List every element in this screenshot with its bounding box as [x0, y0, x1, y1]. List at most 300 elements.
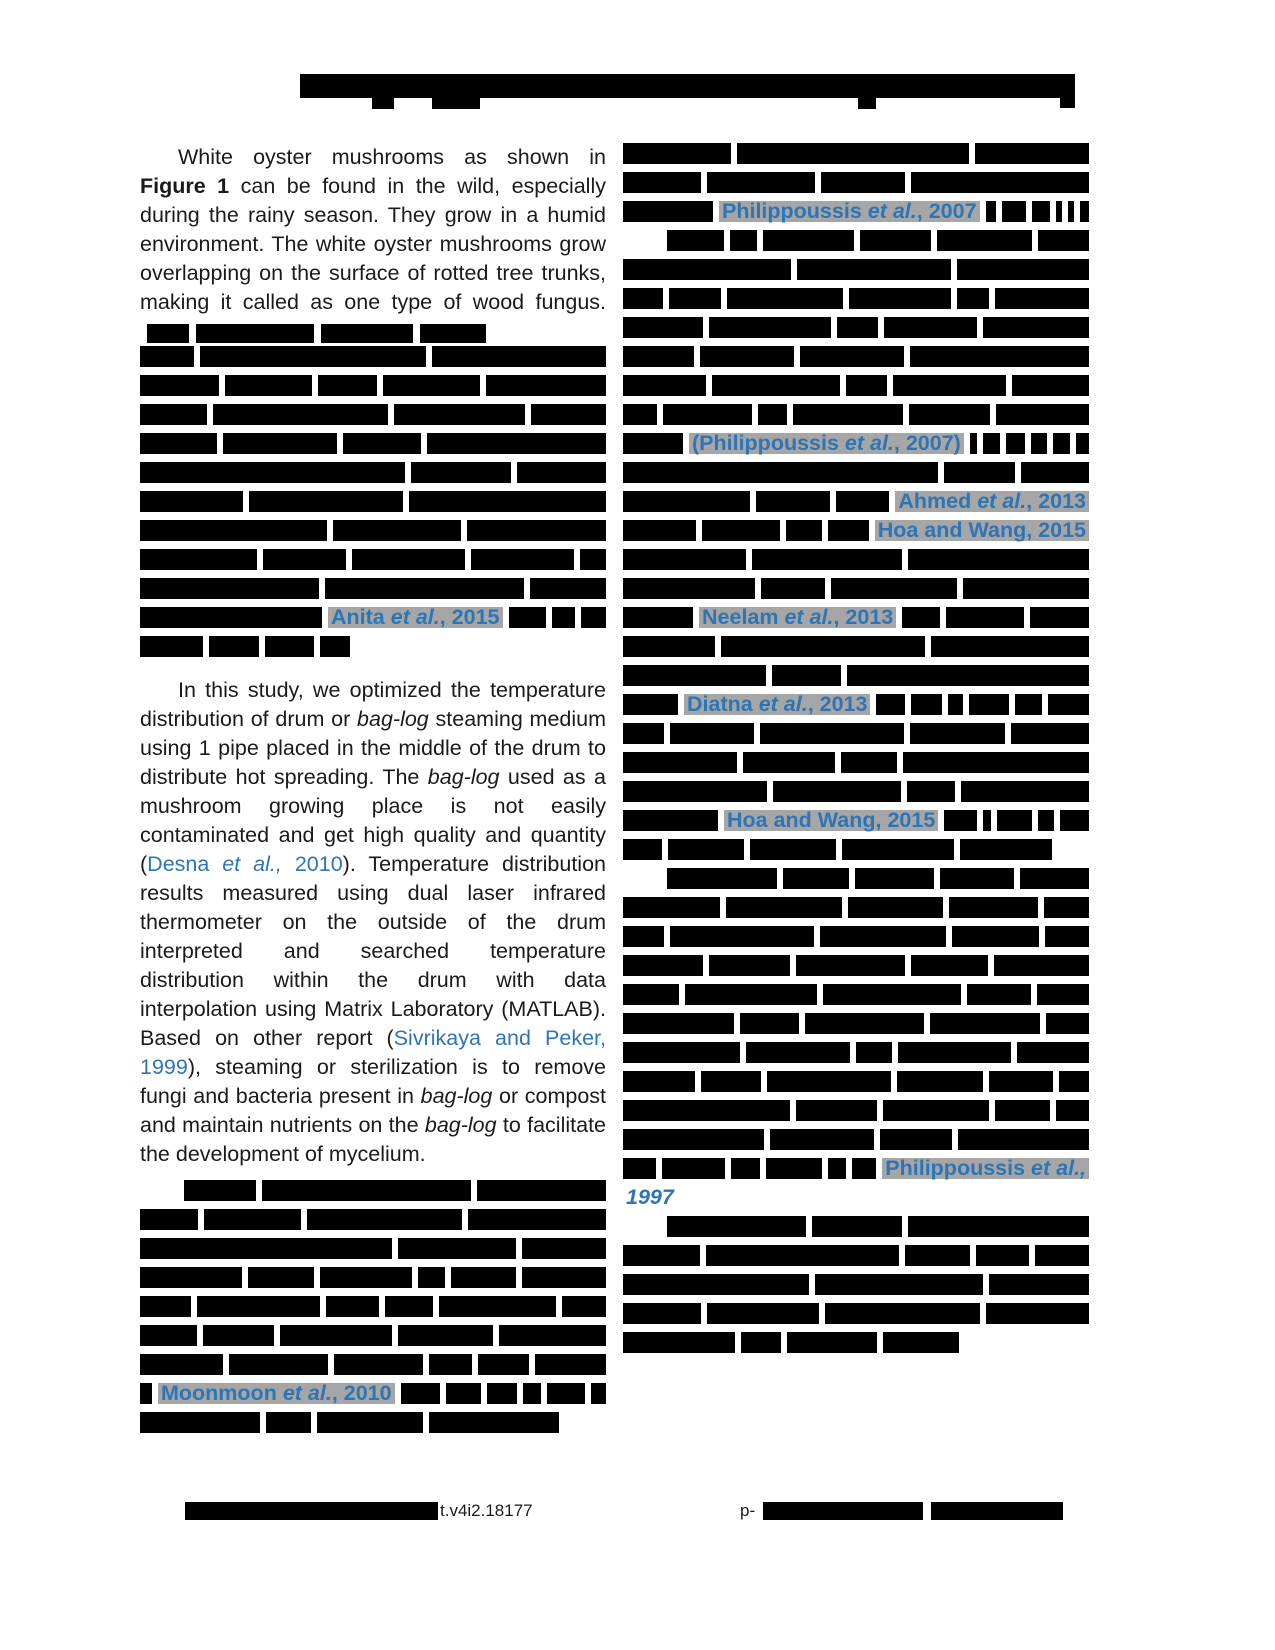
redaction-bar: [140, 636, 203, 657]
redacted-line-with-citation: [623, 520, 1089, 541]
redaction-segment-group: [623, 375, 1089, 396]
redaction-bar: [432, 346, 606, 367]
citation-link[interactable]: Sivrikaya and Peker, 1999: [140, 1026, 606, 1079]
redaction-bar: [307, 1209, 462, 1230]
redaction-bar: [140, 404, 207, 425]
redaction-bar: [623, 433, 683, 454]
redaction-bar: [787, 1332, 877, 1353]
redaction-bar: [793, 404, 903, 425]
redacted-line: [140, 462, 606, 483]
redacted-line: [140, 520, 606, 541]
redacted-line: [623, 1129, 1089, 1150]
redaction-bar: [967, 984, 1031, 1005]
redaction-bar: [140, 1238, 392, 1259]
redaction-bar: [140, 520, 327, 541]
redaction-bar: [911, 172, 1089, 193]
redaction-bar: [707, 1303, 819, 1324]
redaction-bar: [140, 1325, 197, 1346]
redaction-bar: [623, 723, 664, 744]
footer-doi: [185, 1501, 533, 1521]
redaction-bar: [846, 375, 888, 396]
redaction-bar: [1053, 433, 1071, 454]
redaction-bar: [852, 1158, 876, 1179]
redaction-bar: [1037, 984, 1089, 1005]
redaction-bar: [905, 1245, 970, 1266]
redaction-segment-group: [623, 926, 1089, 947]
redacted-line: [623, 317, 1089, 338]
redaction-bar: [535, 1354, 606, 1375]
redaction-bar: [706, 1245, 899, 1266]
redaction-bar: [763, 230, 854, 251]
redaction-bar: [770, 1129, 874, 1150]
redacted-block: [140, 346, 606, 657]
redaction-bar: [325, 578, 525, 599]
redaction-segment-group: [623, 984, 1089, 1005]
redacted-line: [623, 1042, 1089, 1063]
redaction-bar: [961, 781, 1089, 802]
citation-text: , 2013: [1026, 489, 1086, 513]
citation-link[interactable]: [623, 1187, 677, 1208]
redaction-bar: [229, 1354, 328, 1375]
redaction-bar: [727, 288, 843, 309]
redaction-bar: [398, 1238, 515, 1259]
redacted-line: [623, 897, 1089, 918]
redaction-bar: [1011, 723, 1089, 744]
redaction-bar: [823, 984, 961, 1005]
redaction-segment-group: [140, 1325, 606, 1346]
redaction-bar: [317, 1412, 423, 1433]
redaction-bar: [623, 1042, 740, 1063]
redaction-bar: [884, 317, 976, 338]
redacted-line: [623, 462, 1089, 483]
redaction-bar: [140, 433, 217, 454]
redaction-segment-group: [140, 375, 606, 396]
redacted-line: [623, 288, 1089, 309]
redacted-line: [623, 1274, 1089, 1295]
redaction-bar: [960, 839, 1052, 860]
body-text: In this study, we optimized the temperature distribution of drum or: [140, 678, 606, 731]
redaction-bar: [1012, 375, 1089, 396]
redaction-bar: [963, 578, 1089, 599]
redaction-bar: [847, 665, 1089, 686]
footer-doi-text: t.v4i2.18177: [440, 1501, 533, 1520]
redaction-segment-group: [623, 1274, 1089, 1295]
redaction-bar: [944, 810, 976, 831]
redaction-bar: [761, 578, 825, 599]
citation-link[interactable]: [719, 201, 980, 222]
redaction-bar: [326, 1296, 379, 1317]
redaction-bar: [623, 143, 731, 164]
redaction-segment-group: [140, 1267, 606, 1288]
redaction-bar: [944, 462, 1015, 483]
redaction-bar: [418, 1267, 445, 1288]
redaction-bar: [986, 201, 997, 222]
redaction-segment-group: [140, 1412, 559, 1433]
redaction-bar: [623, 955, 703, 976]
redaction-bar: [499, 1325, 606, 1346]
redaction-bar: [552, 607, 575, 628]
redaction-bar: [668, 839, 744, 860]
redaction-segment-group: [970, 433, 1089, 454]
citation-text: Philippoussis: [885, 1156, 1032, 1180]
redaction-bar: [1032, 201, 1050, 222]
redaction-segment-group: [140, 404, 606, 425]
redacted-line: [623, 259, 1089, 280]
redaction-bar: [856, 1042, 892, 1063]
redaction-bar: [140, 1267, 242, 1288]
redacted-line: [140, 346, 606, 367]
redaction-segment-group: [623, 491, 889, 512]
redaction-bar: [930, 1013, 1040, 1034]
body-text: or compost and maintain nutrients on the: [140, 1084, 607, 1137]
redaction-bar: [849, 288, 950, 309]
redaction-bar: [1038, 230, 1089, 251]
redaction-bar: [581, 607, 606, 628]
redaction-bar: [893, 375, 1006, 396]
redaction-bar: [1015, 694, 1042, 715]
redaction-bar: [140, 549, 257, 570]
redaction-bar: [509, 607, 547, 628]
redaction-bar: [667, 1216, 806, 1237]
redaction-bar: [140, 1383, 152, 1404]
redaction-bar: [946, 607, 1024, 628]
redaction-bar: [1056, 1100, 1089, 1121]
redaction-bar: [343, 433, 421, 454]
citation-link[interactable]: [158, 1383, 395, 1404]
redaction-segment-group: [140, 1296, 606, 1317]
redaction-bar: [752, 549, 902, 570]
redaction-bar: [352, 549, 464, 570]
body-text: used as a mushroom growing place is not easily contaminated and get high quality and quantity (: [140, 765, 606, 876]
redaction-bar: [903, 752, 1089, 773]
redaction-bar: [931, 636, 1089, 657]
paragraph-spacer: [140, 665, 606, 676]
redacted-line: [623, 143, 1089, 164]
redaction-segment-group: [623, 1042, 1089, 1063]
redaction-bar: [420, 324, 486, 343]
page-body: [140, 143, 1090, 1441]
redaction-bar: [204, 1209, 301, 1230]
citation-text: et al.: [758, 692, 808, 716]
citation-text: et al.: [784, 605, 834, 629]
redaction-bar: [1017, 1042, 1089, 1063]
redacted-line: [623, 1013, 1089, 1034]
redacted-line: [140, 1325, 606, 1346]
redaction-bar: [815, 1274, 983, 1295]
redaction-bar: [140, 1296, 191, 1317]
redaction-bar: [623, 1100, 790, 1121]
redaction-bar: [907, 781, 955, 802]
citation-link[interactable]: [724, 810, 938, 831]
redaction-segment-group: [623, 143, 1089, 164]
body-text: bag-log: [424, 1113, 497, 1137]
redacted-line: [140, 636, 606, 657]
redaction-bar: [334, 1354, 423, 1375]
redaction-bar: [730, 230, 757, 251]
redaction-bar: [471, 549, 574, 570]
redaction-bar: [836, 491, 889, 512]
redaction-bar: [623, 839, 662, 860]
redaction-bar: [623, 1129, 764, 1150]
redaction-bar: [203, 1325, 273, 1346]
redaction-bar: [320, 636, 350, 657]
redaction-bar: [1002, 201, 1026, 222]
redaction-bar: [623, 375, 706, 396]
redaction-bar: [623, 259, 791, 280]
redaction-bar: [439, 1296, 555, 1317]
redaction-bar: [883, 1332, 958, 1353]
redacted-line: [623, 665, 1089, 686]
citation-text: , 2007: [916, 199, 977, 223]
citation-link[interactable]: [895, 491, 1089, 512]
redaction-bar: [140, 1354, 223, 1375]
redaction-bar: [487, 1383, 516, 1404]
citation-text: et al.: [390, 605, 440, 629]
citation-link[interactable]: et al.,: [222, 852, 282, 876]
redaction-bar: [848, 897, 943, 918]
redaction-bar: [669, 288, 721, 309]
redacted-block: [140, 1180, 606, 1433]
citation-text: Anita: [331, 605, 391, 629]
redaction-bar: [200, 346, 426, 367]
redacted-line-with-citation: [623, 491, 1089, 512]
body-text: ), steaming or sterilization is to remove fungi and bacteria present in: [140, 1055, 606, 1108]
citation-link[interactable]: [328, 607, 503, 628]
redaction-segment-group: [667, 230, 1089, 251]
indent-space: [623, 230, 661, 251]
redaction-bar: [580, 549, 606, 570]
redaction-bar: [517, 462, 606, 483]
redaction-bar: [623, 607, 693, 628]
redaction-segment-group: [623, 1158, 876, 1179]
body-text: bag-log: [357, 707, 429, 731]
redaction-bar: [880, 1129, 953, 1150]
redaction-segment-group: [623, 346, 1089, 367]
redaction-bar: [796, 1100, 877, 1121]
redacted-line: [623, 172, 1089, 193]
redaction-bar: [429, 1412, 560, 1433]
redacted-line: [140, 1354, 606, 1375]
redaction-bar: [989, 1274, 1089, 1295]
redaction-bar: [783, 868, 849, 889]
redaction-segment-group: [667, 1216, 1089, 1237]
redaction-bar: [1045, 926, 1089, 947]
body-text: Figure 1: [140, 174, 230, 198]
redacted-line: [623, 375, 1089, 396]
redaction-bar: [140, 346, 194, 367]
redacted-line: [140, 578, 606, 599]
redaction-segment-group: [140, 1354, 606, 1375]
redaction-bar: [1060, 810, 1089, 831]
redaction-segment-group: [623, 1100, 1089, 1121]
redaction-bar: [225, 375, 312, 396]
redaction-bar: [911, 955, 988, 976]
redaction-segment-group: [140, 1238, 606, 1259]
redacted-line: [623, 926, 1089, 947]
redaction-bar: [750, 839, 835, 860]
redaction-bar: [140, 375, 219, 396]
redaction-segment-group: [623, 665, 1089, 686]
redaction-segment-group: [623, 1013, 1089, 1034]
redaction-bar: [623, 665, 766, 686]
redaction-bar: [1020, 868, 1089, 889]
redaction-bar: [997, 810, 1032, 831]
redacted-line: [623, 1245, 1089, 1266]
citation-link[interactable]: 2010: [281, 852, 343, 876]
redacted-line: [623, 636, 1089, 657]
redaction-segment-group: [140, 520, 606, 541]
redaction-bar: [737, 143, 969, 164]
redaction-bar: [140, 462, 405, 483]
redaction-bar: [530, 578, 606, 599]
redacted-line-with-citation: [140, 607, 606, 628]
redaction-bar: [623, 752, 737, 773]
redacted-line-with-citation: [623, 201, 1089, 222]
redaction-bar: [937, 230, 1032, 251]
footer-issn: [740, 1501, 1063, 1521]
redaction-bar: [432, 98, 480, 109]
redaction-bar: [995, 1100, 1050, 1121]
citation-link[interactable]: [684, 694, 870, 715]
redaction-bar: [394, 404, 525, 425]
redaction-bar: [820, 926, 947, 947]
redaction-bar: [522, 1238, 606, 1259]
redacted-line: [140, 1412, 606, 1433]
redaction-bar: [623, 491, 750, 512]
redaction-segment-group: [623, 1303, 1089, 1324]
redaction-bar: [1048, 694, 1089, 715]
redacted-line-with-citation: [623, 694, 1089, 715]
redaction-bar: [623, 172, 701, 193]
redaction-segment-group: [140, 1209, 606, 1230]
redaction-bar: [1038, 810, 1054, 831]
redaction-bar: [805, 1013, 924, 1034]
redaction-bar: [800, 346, 904, 367]
citation-link[interactable]: [689, 433, 964, 454]
redaction-bar: [1035, 1245, 1089, 1266]
redaction-bar: [623, 1158, 656, 1179]
citation-text: Moonmoon: [161, 1381, 283, 1405]
redaction-bar: [910, 346, 1090, 367]
redaction-bar: [773, 781, 901, 802]
redaction-bar: [623, 462, 938, 483]
redaction-bar: [385, 1296, 433, 1317]
citation-text: et al.: [977, 489, 1027, 513]
redaction-segment-group: [623, 1332, 959, 1353]
citation-link[interactable]: [875, 520, 1089, 541]
body-text: White oyster mushrooms as shown in: [178, 145, 606, 169]
indent-space: [623, 1216, 661, 1237]
redaction-bar: [909, 404, 990, 425]
redaction-bar: [140, 1412, 260, 1433]
redaction-bar: [265, 636, 314, 657]
redacted-line: [623, 578, 1089, 599]
redaction-segment-group: [876, 694, 1089, 715]
redaction-bar: [825, 1303, 980, 1324]
redaction-bar: [702, 520, 781, 541]
redaction-bar: [623, 1332, 735, 1353]
redaction-bar: [841, 752, 897, 773]
redacted-line: [623, 1332, 1089, 1353]
redaction-bar: [262, 1180, 471, 1201]
redaction-bar: [1030, 607, 1089, 628]
redaction-bar: [709, 955, 791, 976]
redaction-bar: [828, 1158, 846, 1179]
redaction-bar: [623, 810, 718, 831]
redacted-line: [623, 1303, 1089, 1324]
redaction-segment-group: [986, 201, 1089, 222]
redacted-line: [140, 491, 606, 512]
redaction-bar: [429, 1354, 471, 1375]
redacted-line: [623, 984, 1089, 1005]
redaction-bar: [908, 549, 1089, 570]
redaction-segment-group: [623, 897, 1089, 918]
redacted-line: [623, 1216, 1089, 1237]
right-column: [623, 143, 1089, 1441]
redaction-bar: [969, 694, 1009, 715]
redaction-bar: [721, 636, 925, 657]
paragraph-spacer: [140, 1169, 606, 1180]
redacted-line-with-citation: [623, 810, 1089, 831]
redaction-bar: [623, 201, 713, 222]
redaction-bar: [910, 723, 1005, 744]
redaction-bar: [623, 520, 696, 541]
redaction-bar: [994, 955, 1089, 976]
redaction-bar: [623, 1245, 700, 1266]
redaction-bar: [427, 433, 606, 454]
citation-text: (Philippoussis: [692, 431, 845, 455]
redacted-line: [623, 1100, 1089, 1121]
redacted-line: [140, 433, 606, 454]
citation-link[interactable]: [699, 607, 896, 628]
citation-link[interactable]: [882, 1158, 1089, 1179]
redaction-bar: [670, 926, 813, 947]
redaction-bar: [685, 984, 817, 1005]
redaction-bar: [898, 1042, 1011, 1063]
redaction-bar: [731, 1158, 760, 1179]
redaction-segment-group: [623, 549, 1089, 570]
citation-text: , 2015: [439, 605, 500, 629]
redaction-bar: [383, 375, 481, 396]
redacted-line: [140, 1267, 606, 1288]
redaction-segment-group: [902, 607, 1089, 628]
redaction-bar: [908, 1216, 1089, 1237]
redaction-bar: [523, 1383, 541, 1404]
redaction-bar: [140, 578, 319, 599]
left-column: [140, 143, 606, 1441]
footer-issn-text: p-: [740, 1501, 756, 1520]
redaction-bar: [623, 549, 746, 570]
redaction-bar: [902, 607, 940, 628]
redaction-segment-group: [623, 752, 1089, 773]
citation-text: Diatna: [687, 692, 759, 716]
redaction-bar: [467, 520, 606, 541]
citation-link[interactable]: Desna: [147, 852, 223, 876]
redaction-bar: [756, 491, 830, 512]
redaction-bar: [591, 1383, 606, 1404]
redaction-bar: [989, 1071, 1052, 1092]
redacted-line: [623, 404, 1089, 425]
redaction-bar: [623, 288, 663, 309]
redaction-bar: [623, 1013, 734, 1034]
redaction-bar: [140, 1209, 198, 1230]
redaction-bar: [209, 636, 259, 657]
body-text: ). Temperature distribution results measured using dual laser infrared thermometer on the outside of the drum interpreted and searched temperature distribution within the drum with data interpolation using Matrix Laboratory (MATLAB). Based on other report (: [140, 852, 606, 1050]
redaction-bar: [623, 926, 664, 947]
redacted-line: [623, 781, 1089, 802]
redaction-segment-group: [623, 259, 1089, 280]
redaction-segment-group: [140, 491, 606, 512]
